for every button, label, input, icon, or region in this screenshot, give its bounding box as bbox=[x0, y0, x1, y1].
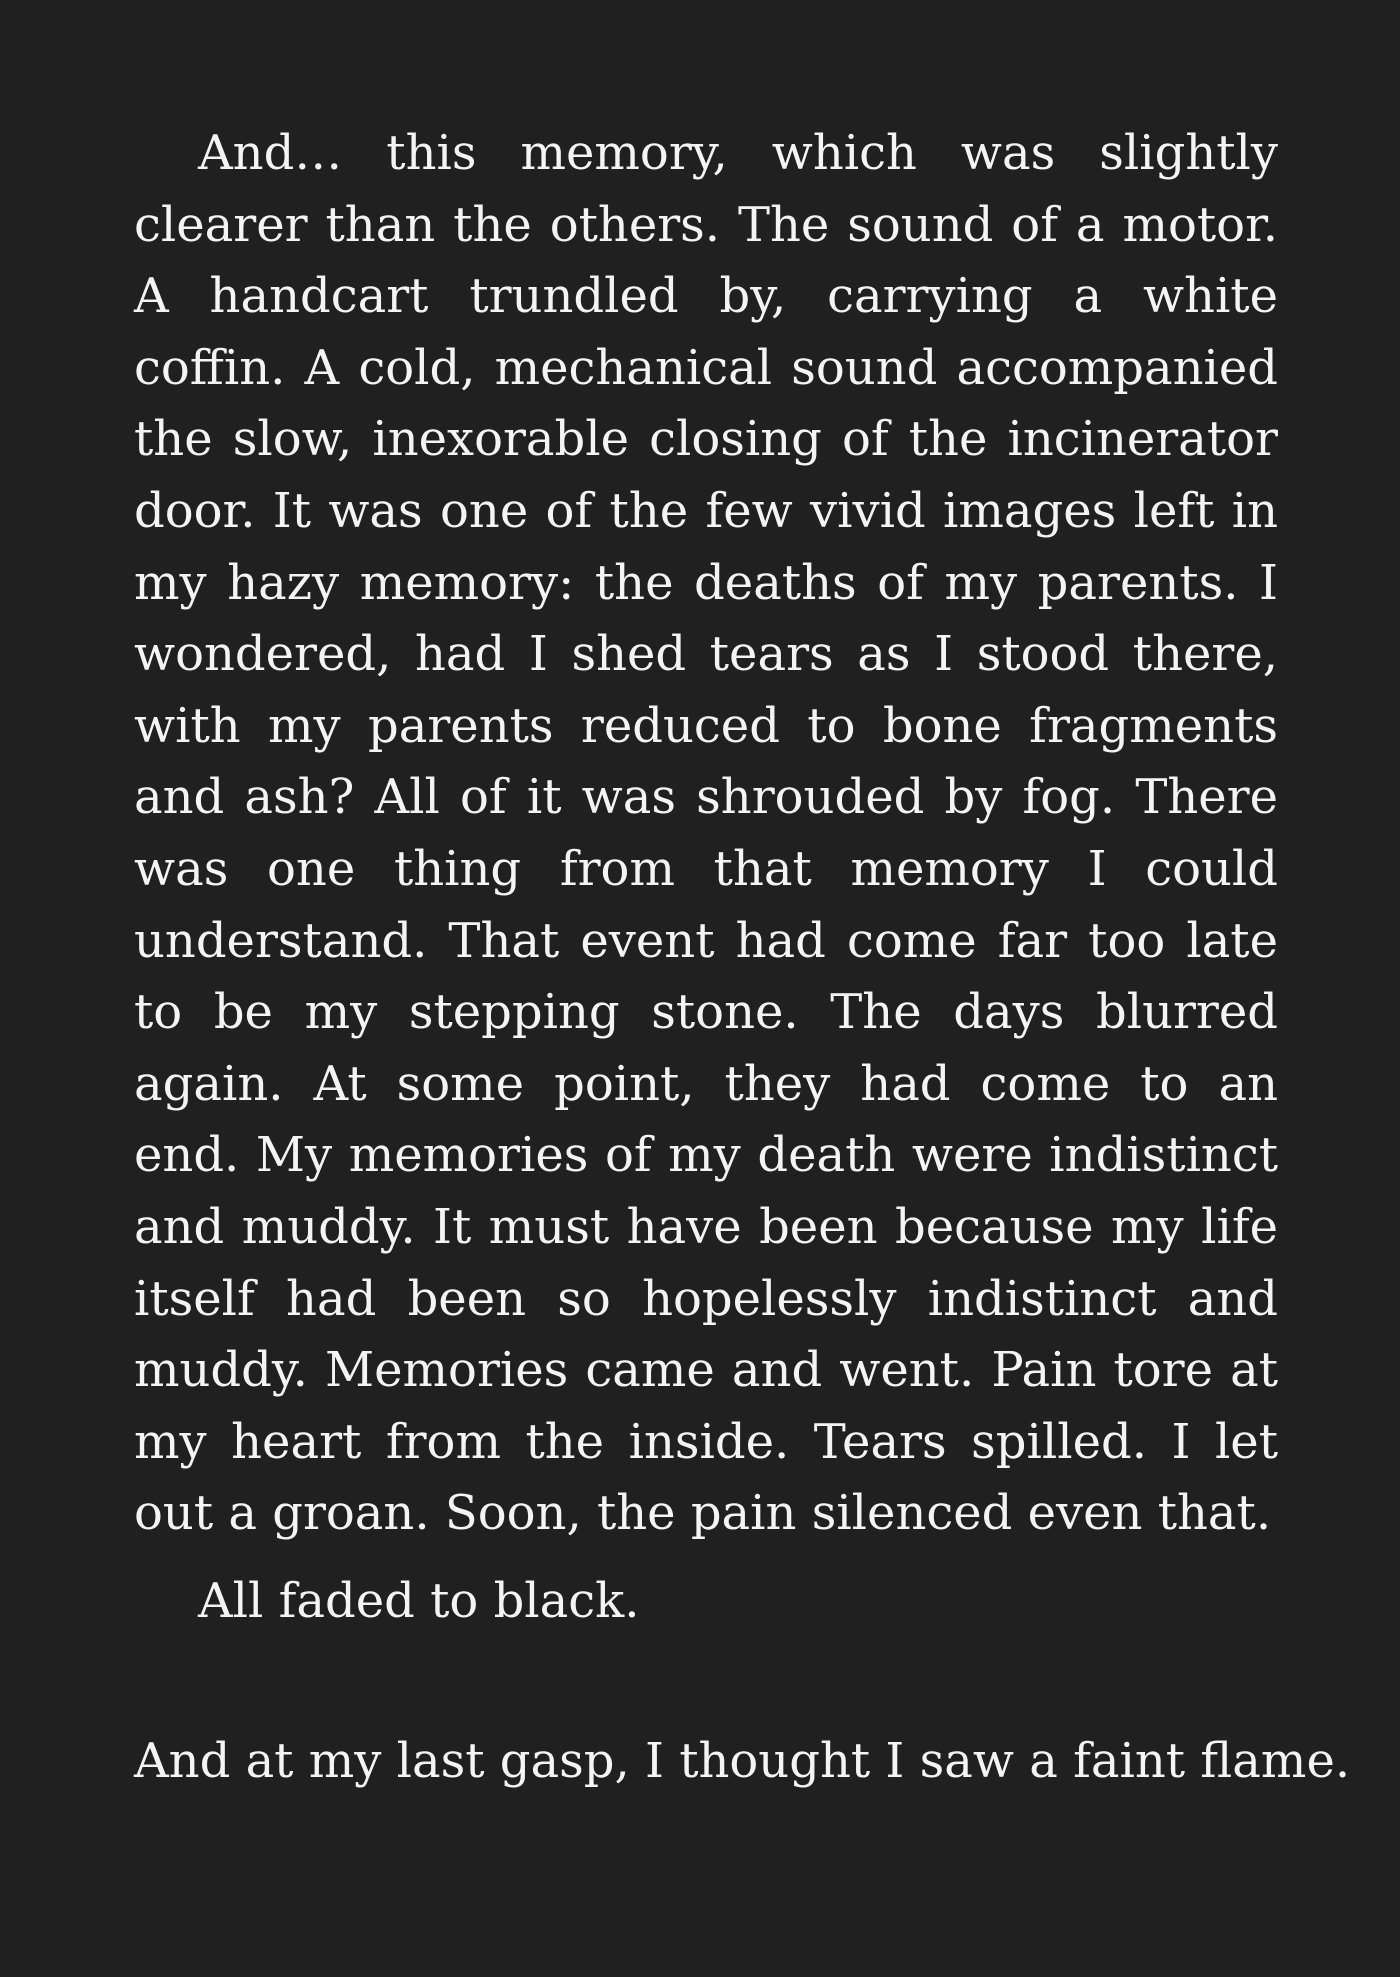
main-paragraph: And… this memory, which was slightly clearer than the others. The sound of a motor. A handcart trundled by, carrying a white coffin. A cold, mechanical sound accompanied the slow, inexorable closing of the incinerator door. It was one of the few vivid images left in my hazy memory: the deaths of my parents. I wondered, had I shed tears as I stood there, with my parents reduced to bone fragments and ash? All of it was shrouded by fog. There was one thing from that memory I could understand. That event had come far too late to be my stepping stone. The days blurred again. At some point, they had come to an end. My memories of my death were indistinct and muddy. It must have been because my life itself had been so hopelessly indistinct and muddy. Memories came and went. Pain tore at my heart from the inside. Tears spilled. I let out a groan. Soon, the pain silenced even that. bbox=[134, 125, 1278, 1542]
short-paragraph: All faded to black. bbox=[198, 1572, 640, 1629]
final-line: And at my last gasp, I thought I saw a faint flame. bbox=[134, 1733, 1351, 1790]
document-page bbox=[134, 118, 1351, 1797]
